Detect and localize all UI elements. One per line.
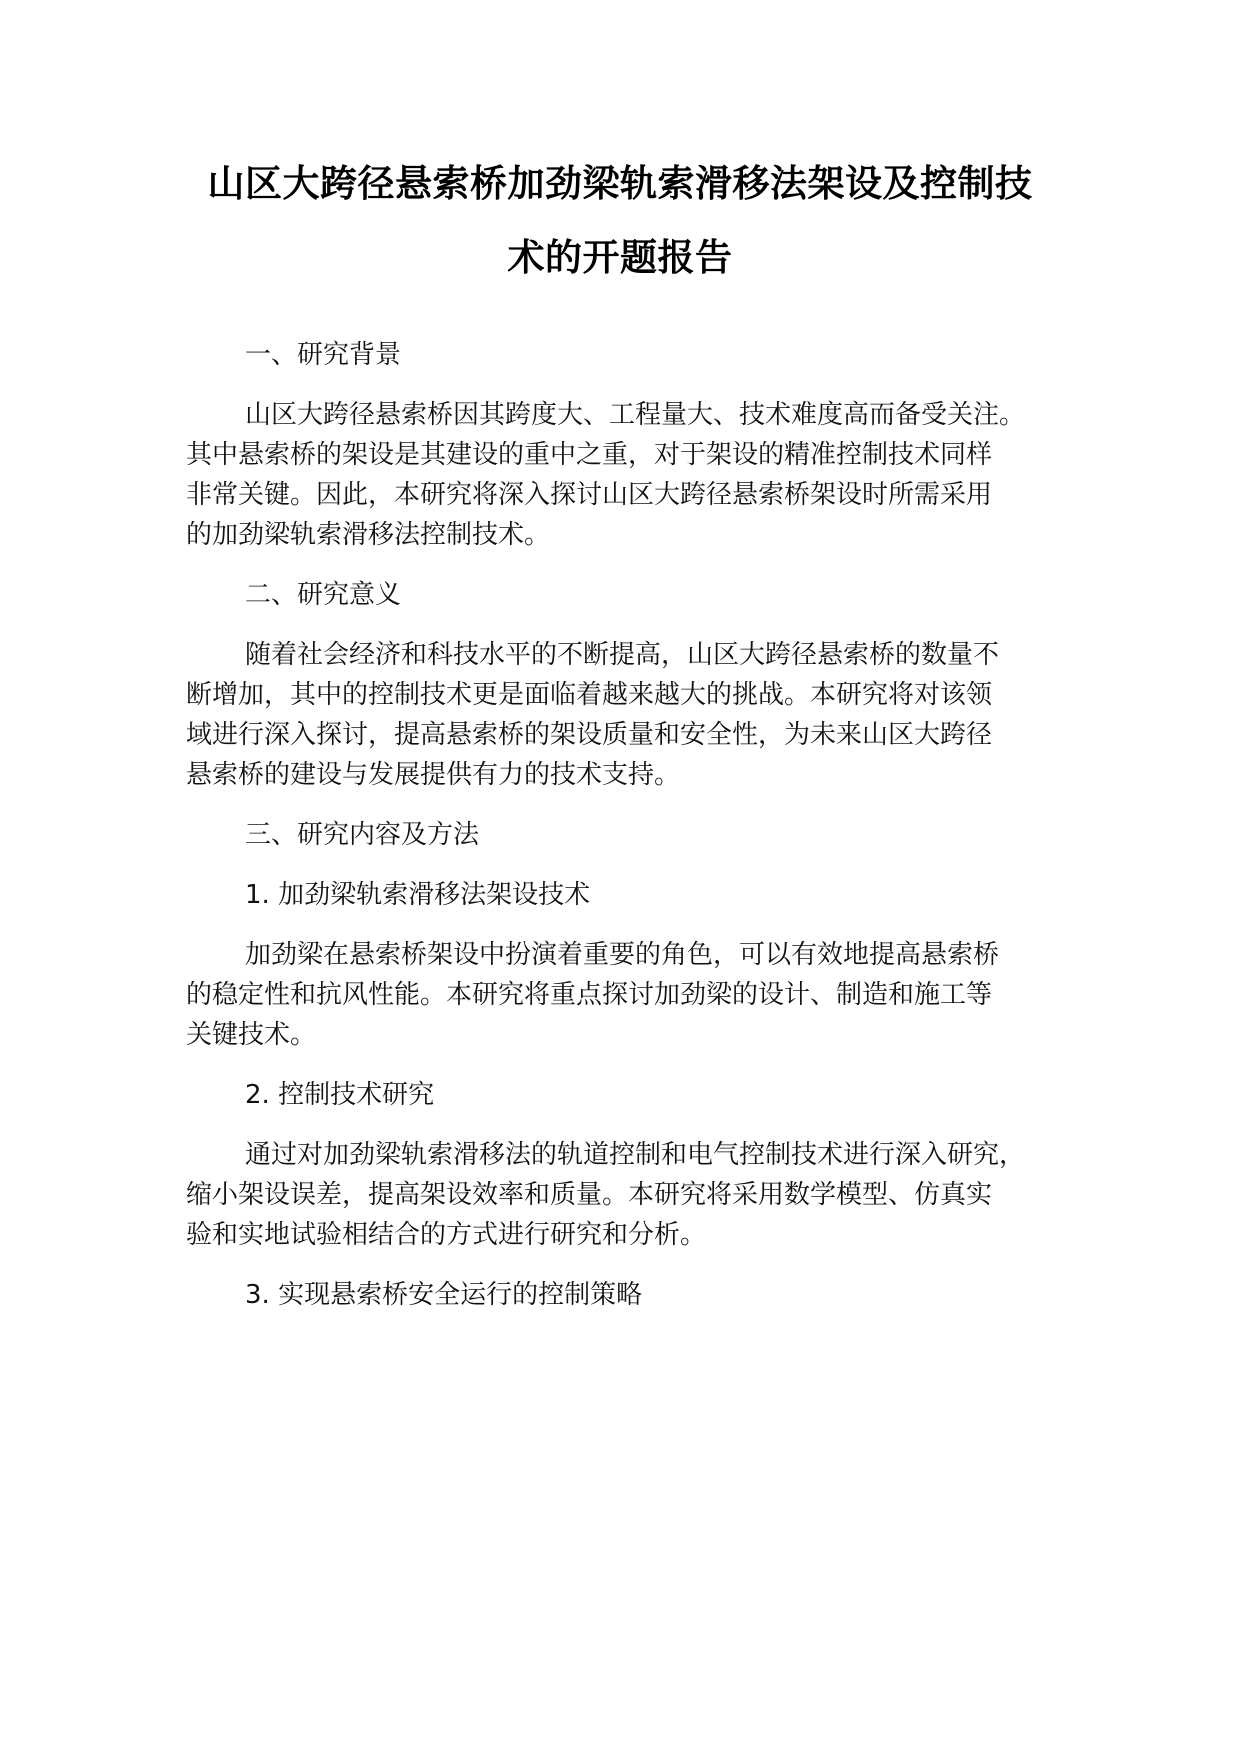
paragraph-line: 非常关键。因此，本研究将深入探讨山区大跨径悬索桥架设时所需采用: [186, 480, 993, 510]
paragraph-line: 关键技术。: [186, 1020, 317, 1050]
paragraph-line: 的稳定性和抗风性能。本研究将重点探讨加劲梁的设计、制造和施工等: [186, 980, 993, 1010]
document-title-line-2: 术的开题报告: [507, 236, 733, 279]
paragraph-line: 悬索桥的建设与发展提供有力的技术支持。: [186, 760, 681, 790]
paragraph-line: 通过对加劲梁轨索滑移法的轨道控制和电气控制技术进行深入研究，: [245, 1140, 1026, 1170]
section-heading-significance: 二、研究意义: [245, 580, 402, 610]
paragraph-line: 验和实地试验相结合的方式进行研究和分析。: [186, 1220, 707, 1250]
paragraph-line: 加劲梁在悬索桥架设中扮演着重要的角色，可以有效地提高悬索桥: [245, 940, 1000, 970]
paragraph-line: 的加劲梁轨索滑移法控制技术。: [186, 520, 551, 550]
subsection-heading-1: 1. 加劲梁轨索滑移法架设技术: [245, 880, 591, 910]
section-heading-background: 一、研究背景: [245, 340, 402, 370]
paragraph-line: 域进行深入探讨，提高悬索桥的架设质量和安全性，为未来山区大跨径: [186, 720, 993, 750]
paragraph-line: 随着社会经济和科技水平的不断提高，山区大跨径悬索桥的数量不: [245, 640, 1000, 670]
paragraph-line: 缩小架设误差，提高架设效率和质量。本研究将采用数学模型、仿真实: [186, 1180, 993, 1210]
paragraph-line: 其中悬索桥的架设是其建设的重中之重，对于架设的精准控制技术同样: [186, 440, 993, 470]
subsection-heading-2: 2. 控制技术研究: [245, 1080, 435, 1110]
document-title-line-1: 山区大跨径悬索桥加劲梁轨索滑移法架设及控制技: [207, 162, 1033, 205]
paragraph-line: 断增加，其中的控制技术更是面临着越来越大的挑战。本研究将对该领: [186, 680, 993, 710]
subsection-heading-3: 3. 实现悬索桥安全运行的控制策略: [245, 1280, 643, 1310]
section-heading-content-methods: 三、研究内容及方法: [245, 820, 480, 850]
paragraph-line: 山区大跨径悬索桥因其跨度大、工程量大、技术难度高而备受关注。: [245, 400, 1026, 430]
